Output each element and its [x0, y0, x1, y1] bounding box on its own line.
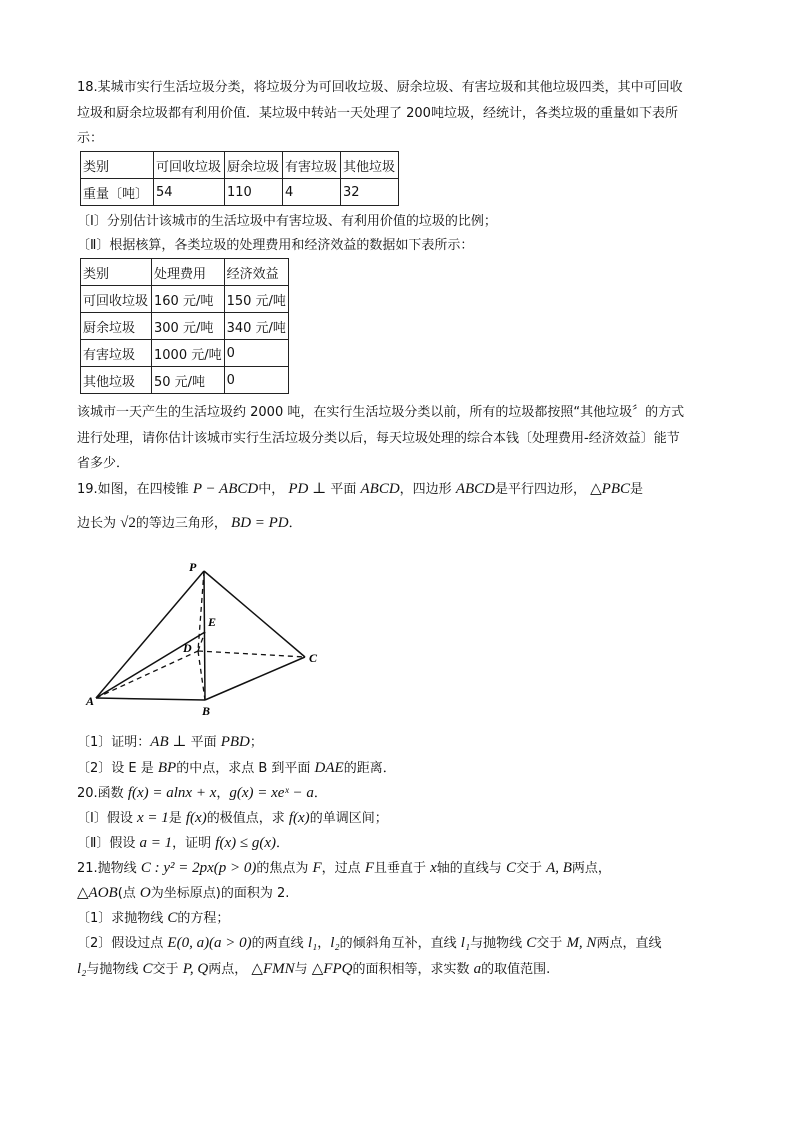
text: ；	[249, 735, 263, 750]
text: 且垂直于	[373, 861, 431, 876]
text: 的中点，求点 B 到平面	[176, 761, 315, 776]
text: 21.抛物线	[77, 861, 141, 876]
q19-line2	[77, 514, 302, 533]
text: 的取值范围.	[481, 962, 551, 977]
math: △PBC	[590, 481, 631, 497]
table-cell: 150 元/吨	[224, 286, 288, 313]
q20-part2	[77, 834, 289, 853]
table-cell: 经济效益	[224, 259, 288, 286]
math: F	[364, 860, 374, 876]
text: 两点，	[571, 861, 611, 876]
text: 〔2〕设 E 是	[77, 761, 158, 776]
math: l₂	[77, 961, 87, 977]
table-cell: 其他垃圾	[81, 367, 152, 394]
table-cell: 其他垃圾	[341, 152, 399, 179]
q18-part2: 〔Ⅱ〕根据核算，各类垃圾的处理费用和经济效益的数据如下表所示：	[77, 238, 474, 253]
math: BD = PD	[231, 515, 289, 531]
text: 是平行四边形，	[494, 482, 586, 497]
math: C	[505, 860, 516, 876]
table-cell: 1000 元/吨	[152, 340, 225, 367]
q18-line2: 垃圾和厨余垃圾都有利用价值．某垃圾中转站一天处理了 200吨垃圾，经统计，各类垃圾的重量如下表所	[77, 106, 678, 121]
q18-p3: 省多少．	[77, 456, 130, 471]
math: DAE	[314, 760, 344, 776]
label-e: E	[208, 615, 217, 629]
label-c: C	[309, 651, 318, 665]
table-cell: 340 元/吨	[224, 313, 288, 340]
q18-line1: 18.某城市实行生活垃圾分类，将垃圾分为可回收垃圾、厨余垃圾、有害垃圾和其他垃圾四类，其中可回收	[77, 80, 683, 95]
text: 20.函数	[77, 786, 128, 801]
math: M, N	[566, 935, 597, 951]
table-cell: 0	[224, 340, 288, 367]
label-p: P	[189, 560, 197, 574]
table-row	[81, 340, 289, 367]
edge-pa	[96, 571, 204, 698]
text: 平面	[326, 482, 361, 497]
table-cell: 类别	[81, 152, 154, 179]
text: 是	[630, 482, 644, 497]
edge-ab	[96, 698, 205, 700]
text: 〔2〕假设过点	[77, 936, 168, 951]
text: 的两直线	[251, 936, 308, 951]
math: A, B	[546, 860, 572, 876]
table-cell: 有害垃圾	[81, 340, 152, 367]
q20-line1	[77, 784, 327, 803]
q21-part2-line2	[77, 960, 550, 979]
table-row	[81, 152, 399, 179]
table-row	[81, 313, 289, 340]
text: 〔1〕求抛物线	[77, 911, 168, 926]
math: g(x) = xeˣ − a	[229, 785, 314, 801]
math: △FMN	[251, 961, 295, 977]
math: ABCD	[455, 481, 495, 497]
text: 两点，	[208, 962, 248, 977]
table-cell: 54	[154, 179, 225, 206]
math: F	[312, 860, 322, 876]
math: ABCD	[360, 481, 400, 497]
math: √2	[120, 515, 136, 531]
math: f(x) ≤ g(x)	[215, 835, 276, 851]
math: △AOB	[77, 885, 118, 901]
math: BP	[157, 760, 177, 776]
text: 为坐标原点)的面积为 2.	[150, 886, 290, 901]
text: 的单调区间；	[309, 811, 388, 826]
text: 平面	[186, 735, 221, 750]
math: P − ABCD	[192, 481, 259, 497]
math: f(x)	[185, 810, 207, 826]
table-cell: 有害垃圾	[283, 152, 341, 179]
q21-line1	[77, 859, 611, 878]
text: 交于	[536, 936, 567, 951]
math: C	[526, 935, 537, 951]
math: △FPQ	[311, 961, 353, 977]
table-row	[81, 367, 289, 394]
text: ，	[216, 786, 230, 801]
label-a: A	[86, 694, 95, 708]
math: a = 1	[139, 835, 173, 851]
text: 的距离．	[343, 761, 396, 776]
table-cell: 50 元/吨	[152, 367, 225, 394]
text: 与抛物线	[470, 936, 527, 951]
q18-p2: 进行处理，请你估计该城市实行生活垃圾分类以后，每天垃圾处理的综合本钱〔处理费用-经济效益〕能节	[77, 431, 680, 446]
table-cell: 可回收垃圾	[154, 152, 225, 179]
text: 19.如图，在四棱锥	[77, 482, 193, 497]
math: x	[430, 860, 437, 876]
text: 与	[294, 962, 312, 977]
table-cell: 32	[341, 179, 399, 206]
text: ．	[313, 786, 327, 801]
math: C	[167, 910, 178, 926]
table-row	[81, 179, 399, 206]
text: 的面积相等，求实数	[352, 962, 474, 977]
label-b: B	[202, 704, 211, 718]
label-d: D	[183, 641, 192, 655]
text: 的焦点为	[256, 861, 313, 876]
table-cell: 160 元/吨	[152, 286, 225, 313]
text: 中，	[258, 482, 285, 497]
text: (点	[117, 886, 140, 901]
table-cell: 4	[283, 179, 341, 206]
edge-pc	[204, 571, 305, 657]
cost-benefit-table	[80, 258, 289, 394]
math: x = 1	[136, 810, 169, 826]
math: l₁	[460, 935, 471, 951]
text: 的等边三角形，	[135, 516, 227, 531]
text: 的倾斜角互补，直线	[339, 936, 461, 951]
math: PD ⊥	[288, 481, 327, 497]
math: P, Q	[182, 961, 209, 977]
table-cell: 110	[225, 179, 283, 206]
q19-line1	[77, 480, 643, 499]
table-cell: 处理费用	[152, 259, 225, 286]
edge-ad	[96, 651, 198, 698]
text: 是	[168, 811, 186, 826]
table-cell: 0	[224, 367, 288, 394]
table-row	[81, 286, 289, 313]
text: 两点，直线	[596, 936, 662, 951]
text: 〔Ⅰ〕假设	[77, 811, 137, 826]
math: AB ⊥	[150, 734, 187, 750]
math: C	[142, 961, 153, 977]
text: 的极值点，求	[206, 811, 289, 826]
text: 的方程；	[177, 911, 230, 926]
q18-part1: 〔Ⅰ〕分别估计该城市的生活垃圾中有害垃圾、有利用价值的垃圾的比例；	[77, 214, 497, 229]
text: ．	[276, 836, 290, 851]
text: ．	[288, 516, 302, 531]
table-row	[81, 259, 289, 286]
text: ，四边形	[399, 482, 456, 497]
q18-line3: 示：	[77, 131, 104, 146]
q19-part2	[77, 759, 396, 778]
text: ，	[317, 936, 331, 951]
edge-pb	[204, 571, 205, 700]
table-cell: 类别	[81, 259, 152, 286]
math: a	[473, 961, 482, 977]
q21-part2-line1	[77, 934, 661, 953]
text: 轴的直线与	[436, 861, 506, 876]
text: 与抛物线	[86, 962, 143, 977]
table-cell: 可回收垃圾	[81, 286, 152, 313]
math: l₂	[330, 935, 340, 951]
math: f(x)	[288, 810, 310, 826]
q20-part1	[77, 809, 388, 828]
math: E(0, a)(a > 0)	[167, 935, 252, 951]
table-cell: 厨余垃圾	[225, 152, 283, 179]
table-cell: 300 元/吨	[152, 313, 225, 340]
math: l₁	[307, 935, 318, 951]
q18-p1: 该城市一天产生的生活垃圾约 2000 吨，在实行生活垃圾分类以前，所有的垃圾都按照“其他垃圾〞的方式	[77, 405, 685, 420]
text: ，过点	[321, 861, 365, 876]
math: C : y² = 2px(p > 0)	[140, 860, 257, 876]
q21-part1	[77, 909, 229, 928]
math: PBD	[220, 734, 250, 750]
edge-bc	[205, 657, 305, 700]
text: 〔1〕证明：	[77, 735, 151, 750]
table-cell: 重量〔吨〕	[81, 179, 154, 206]
garbage-weight-table	[80, 151, 399, 206]
text: 〔Ⅱ〕假设	[77, 836, 140, 851]
text: 交于	[515, 861, 547, 876]
edge-dc	[198, 651, 305, 657]
text: 交于	[152, 962, 183, 977]
text: ，证明	[172, 836, 216, 851]
table-cell: 厨余垃圾	[81, 313, 152, 340]
math: f(x) = alnx + x	[127, 785, 217, 801]
pyramid-figure	[80, 555, 330, 720]
q21-line2	[77, 884, 289, 903]
q19-part1	[77, 733, 263, 752]
text: 边长为	[77, 516, 121, 531]
math: O	[139, 885, 151, 901]
